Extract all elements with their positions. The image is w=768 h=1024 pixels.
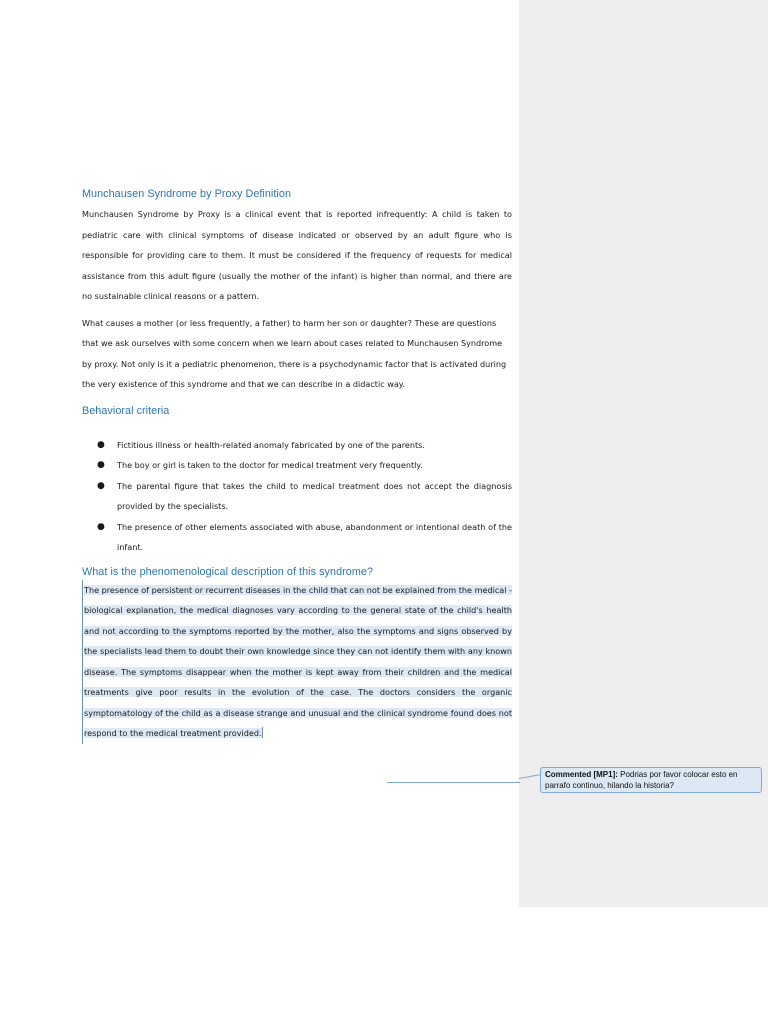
- list-item: ● The parental figure that takes the child to medical treatment does not accept the diagnosis provided by the specialists.: [82, 476, 512, 517]
- heading-behavioral-criteria: Behavioral criteria: [82, 404, 170, 417]
- bullet-icon: ●: [97, 460, 105, 470]
- comment-anchor-end: [262, 727, 263, 738]
- bullet-icon: ●: [97, 480, 105, 491]
- comment-connector-line: [387, 782, 520, 783]
- bullet-icon: ●: [97, 439, 105, 450]
- comment-text: Podrias por favor colocar esto en parrafo continuo, hilando la historia?: [545, 770, 738, 790]
- comment-balloon[interactable]: [540, 767, 762, 793]
- paragraph-causes: What causes a mother (or less frequently, a father) to harm her son or daughter? These are questions that we ask ourselves with some concern when we learn about cases related to Munchausen Syndrome by proxy. Not only is it a pediatric phenomenon, there is a psychodynamic factor that is activated during the very existence of this syndrome and that we can describe in a didactic way.: [82, 317, 507, 389]
- paragraph-definition: Munchausen Syndrome by Proxy is a clinical event that is reported infrequently: A child is taken to pediatric care with clinical symptoms of disease indicated or observed by an adult figure who is responsible for providing care to them. It must be considered if the frequency of requests for medical assistance from this adult figure (usually the mother of the infant) is higher than normal, and there are no sustainable clinical reasons or a pattern.: [82, 209, 512, 301]
- heading-phenomenological: What is the phenomenological description of this syndrome?: [82, 565, 373, 578]
- heading-definition: Munchausen Syndrome by Proxy Definition: [82, 188, 291, 200]
- criteria-list: [82, 435, 512, 558]
- list-item: ● The presence of other elements associated with abuse, abandonment or intentional death of the infant.: [82, 517, 512, 558]
- comment-author-label: Commented [MP1]:: [545, 770, 618, 779]
- document-body: [82, 188, 512, 744]
- list-item: ● Fictitious illness or health-related anomaly fabricated by one of the parents.: [82, 435, 512, 456]
- list-item: ● The boy or girl is taken to the doctor for medical treatment very frequently.: [82, 455, 512, 476]
- bullet-icon: ●: [97, 521, 105, 532]
- highlighted-text: The presence of persistent or recurrent diseases in the child that can not be explained from the medical - biological explanation, the medical diagnoses vary according to the general state of the child's health and not according to the symptoms reported by the mother, also the symptoms and signs observed by the specialists lead them to doubt their own knowledge since they can not identify them with any known disease. The symptoms disappear when the mother is kept away from their children and the medical treatments give poor results in the evolution of the case. The doctors considers the organic symptomatology of the child as a disease strange and unusual and the clinical syndrome found does not respond to the medical treatment provided.: [84, 584, 512, 738]
- commented-paragraph[interactable]: [82, 580, 512, 744]
